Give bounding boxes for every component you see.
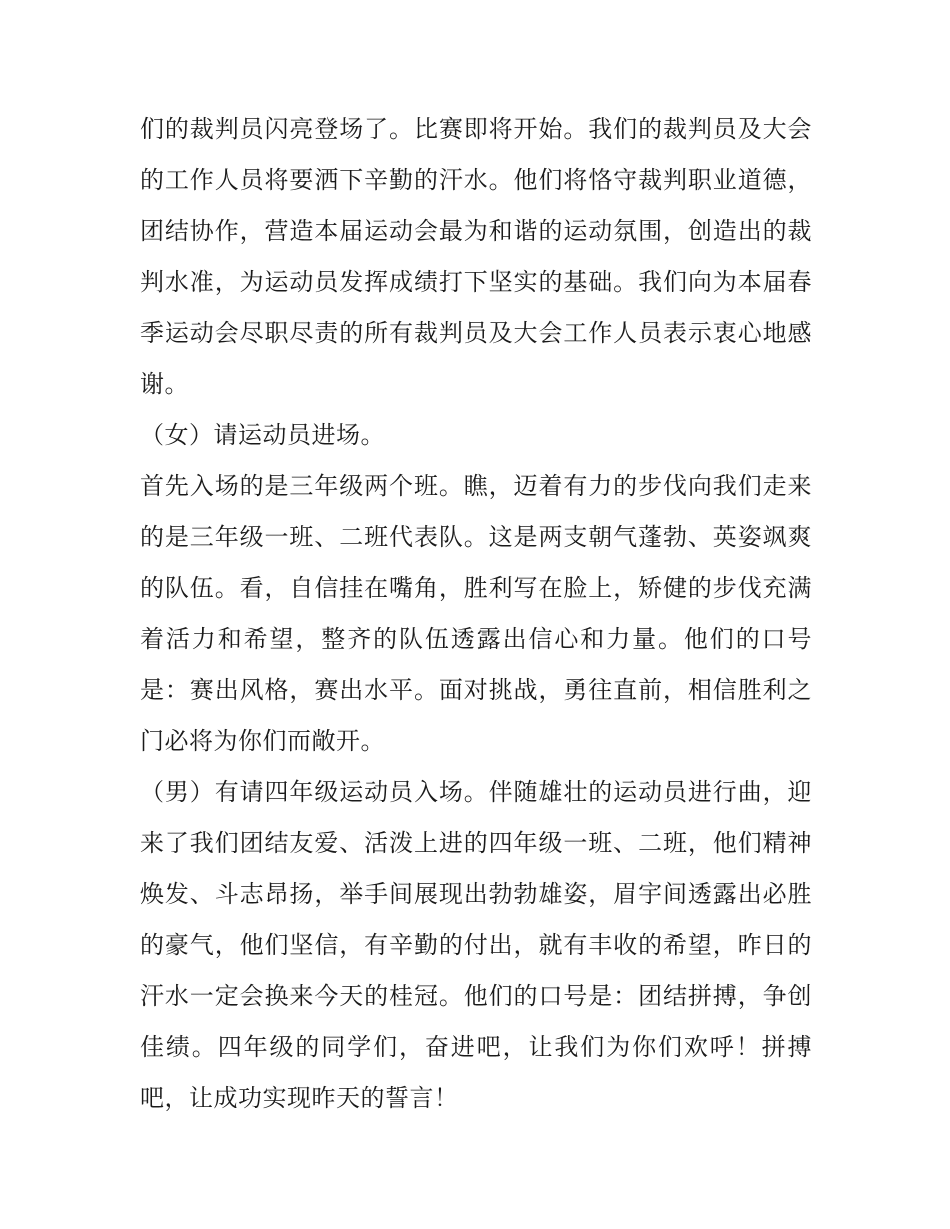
paragraph-referee-intro: 们的裁判员闪亮登场了。比赛即将开始。我们的裁判员及大会的工作人员将要洒下辛勤的汗水。他们将恪守裁判职业道德，团结协作，营造本届运动会最为和谐的运动氛围，创造出的裁判水准，为运动员发挥成绩打下坚实的基础。我们向为本届春季运动会尽职尽责的所有裁判员及大会工作人员表示衷心地感谢。 xyxy=(140,115,812,398)
document-body xyxy=(140,104,812,1124)
paragraph-female-announce: （女）请运动员进场。 xyxy=(140,421,385,449)
paragraph-grade-four: （男）有请四年级运动员入场。伴随雄壮的运动员进行曲，迎来了我们团结友爱、活泼上进的四年级一班、二班，他们精神焕发、斗志昂扬，举手间展现出勃勃雄姿，眉宇间透露出必胜的豪气，他们坚信，有辛勤的付出，就有丰收的希望，昨日的汗水一定会换来今天的桂冠。他们的口号是：团结拼搏，争创佳绩。四年级的同学们，奋进吧，让我们为你们欢呼！拼搏吧，让成功实现昨天的誓言！ xyxy=(140,778,812,1112)
paragraph-grade-three: 首先入场的是三年级两个班。瞧，迈着有力的步伐向我们走来的是三年级一班、二班代表队。这是两支朝气蓬勃、英姿飒爽的队伍。看，自信挂在嘴角，胜利写在脸上，矫健的步伐充满着活力和希望，整齐的队伍透露出信心和力量。他们的口号是：赛出风格，赛出水平。面对挑战，勇往直前，相信胜利之门必将为你们而敞开。 xyxy=(140,472,812,755)
